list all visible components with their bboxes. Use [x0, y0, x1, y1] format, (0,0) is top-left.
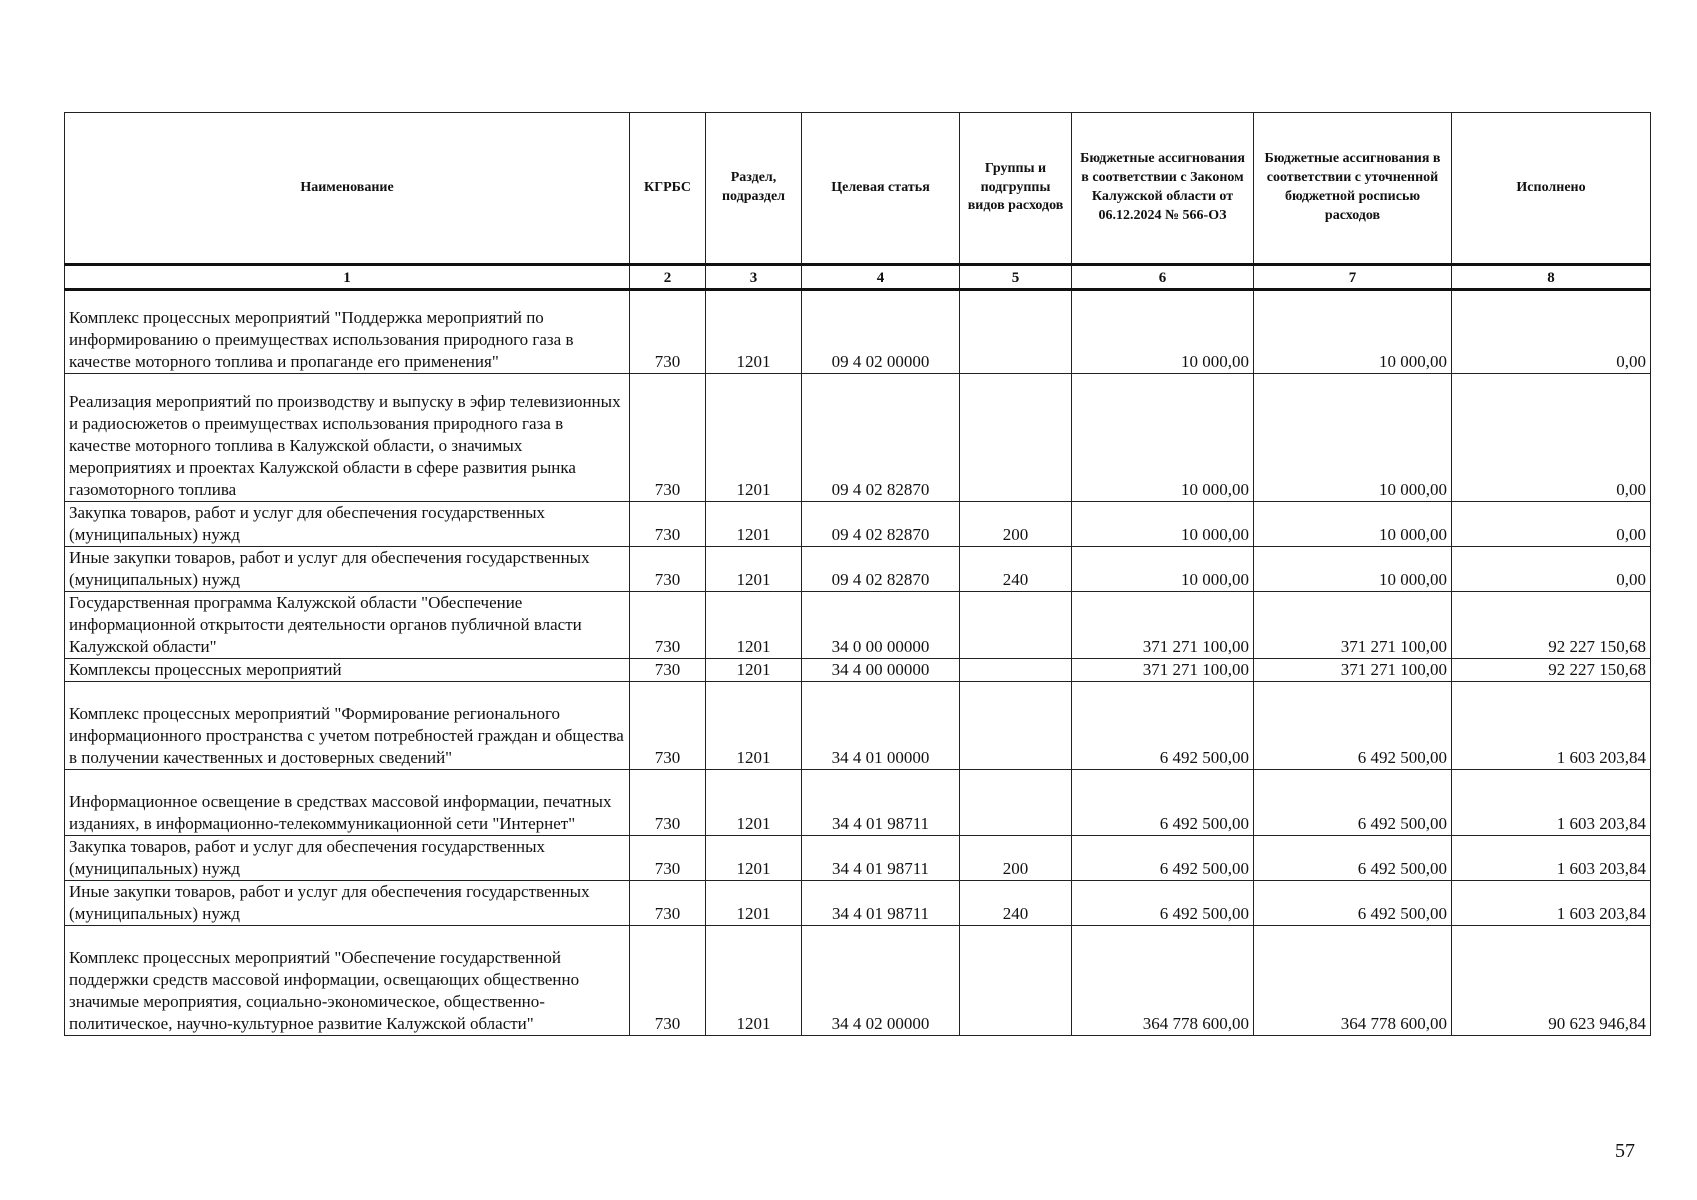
row-law-amount: 364 778 600,00 — [1072, 926, 1254, 1036]
row-target-article: 34 4 01 98711 — [802, 836, 960, 881]
budget-table — [64, 112, 1651, 1036]
header-target-article: Целевая статья — [802, 113, 960, 265]
row-law-amount: 10 000,00 — [1072, 374, 1254, 502]
column-number: 7 — [1254, 265, 1452, 290]
row-executed-amount: 90 623 946,84 — [1452, 926, 1651, 1036]
budget-table-sheet — [64, 112, 1650, 1036]
row-name: Иные закупки товаров, работ и услуг для обеспечения государственных (муниципальных) нужд — [65, 881, 630, 926]
row-name: Иные закупки товаров, работ и услуг для обеспечения государственных (муниципальных) нужд — [65, 547, 630, 592]
row-section: 1201 — [706, 770, 802, 836]
row-law-amount: 6 492 500,00 — [1072, 881, 1254, 926]
row-kgrbs: 730 — [630, 881, 706, 926]
table-row — [65, 374, 1651, 502]
table-row — [65, 682, 1651, 770]
row-target-article: 34 0 00 00000 — [802, 592, 960, 659]
row-target-article: 34 4 01 98711 — [802, 881, 960, 926]
row-kgrbs: 730 — [630, 659, 706, 682]
row-expense-group — [960, 290, 1072, 374]
table-row — [65, 926, 1651, 1036]
row-law-amount: 10 000,00 — [1072, 290, 1254, 374]
row-refined-amount: 6 492 500,00 — [1254, 682, 1452, 770]
row-refined-amount: 10 000,00 — [1254, 374, 1452, 502]
row-expense-group — [960, 592, 1072, 659]
row-section: 1201 — [706, 881, 802, 926]
row-law-amount: 371 271 100,00 — [1072, 592, 1254, 659]
row-expense-group — [960, 682, 1072, 770]
row-kgrbs: 730 — [630, 592, 706, 659]
header-name: Наименование — [65, 113, 630, 265]
table-row — [65, 592, 1651, 659]
row-executed-amount: 0,00 — [1452, 547, 1651, 592]
row-expense-group — [960, 374, 1072, 502]
row-expense-group — [960, 659, 1072, 682]
row-kgrbs: 730 — [630, 926, 706, 1036]
table-row — [65, 502, 1651, 547]
header-section: Раздел, подраздел — [706, 113, 802, 265]
column-number: 6 — [1072, 265, 1254, 290]
row-executed-amount: 1 603 203,84 — [1452, 881, 1651, 926]
page-number: 57 — [1615, 1140, 1635, 1162]
row-executed-amount: 92 227 150,68 — [1452, 659, 1651, 682]
row-expense-group — [960, 926, 1072, 1036]
row-section: 1201 — [706, 502, 802, 547]
row-section: 1201 — [706, 926, 802, 1036]
row-target-article: 09 4 02 82870 — [802, 502, 960, 547]
column-number: 4 — [802, 265, 960, 290]
row-name: Комплекс процессных мероприятий "Формирование регионального информационного пространства с учетом потребностей граждан и общества в получении качественных и достоверных сведений" — [65, 682, 630, 770]
table-row — [65, 881, 1651, 926]
row-executed-amount: 1 603 203,84 — [1452, 770, 1651, 836]
row-refined-amount: 10 000,00 — [1254, 547, 1452, 592]
row-target-article: 09 4 02 82870 — [802, 374, 960, 502]
column-number: 2 — [630, 265, 706, 290]
row-section: 1201 — [706, 547, 802, 592]
header-row — [65, 113, 1651, 265]
row-expense-group — [960, 770, 1072, 836]
row-target-article: 34 4 01 00000 — [802, 682, 960, 770]
row-refined-amount: 10 000,00 — [1254, 502, 1452, 547]
row-name: Информационное освещение в средствах массовой информации, печатных изданиях, в информационно-телекоммуникационной сети "Интернет" — [65, 770, 630, 836]
header-expense-group: Группы и подгруппы видов расходов — [960, 113, 1072, 265]
row-kgrbs: 730 — [630, 290, 706, 374]
row-kgrbs: 730 — [630, 770, 706, 836]
row-executed-amount: 0,00 — [1452, 502, 1651, 547]
row-section: 1201 — [706, 682, 802, 770]
header-refined-appropriations: Бюджетные ассигнования в соответствии с уточненной бюджетной росписью расходов — [1254, 113, 1452, 265]
row-executed-amount: 0,00 — [1452, 374, 1651, 502]
row-expense-group: 240 — [960, 881, 1072, 926]
column-number: 8 — [1452, 265, 1651, 290]
header-kgrbs: КГРБС — [630, 113, 706, 265]
row-name: Закупка товаров, работ и услуг для обеспечения государственных (муниципальных) нужд — [65, 836, 630, 881]
row-target-article: 09 4 02 00000 — [802, 290, 960, 374]
row-law-amount: 10 000,00 — [1072, 502, 1254, 547]
table-row — [65, 770, 1651, 836]
row-kgrbs: 730 — [630, 836, 706, 881]
row-section: 1201 — [706, 592, 802, 659]
row-section: 1201 — [706, 659, 802, 682]
row-refined-amount: 6 492 500,00 — [1254, 770, 1452, 836]
row-refined-amount: 371 271 100,00 — [1254, 592, 1452, 659]
row-name: Закупка товаров, работ и услуг для обеспечения государственных (муниципальных) нужд — [65, 502, 630, 547]
row-kgrbs: 730 — [630, 374, 706, 502]
row-name: Реализация мероприятий по производству и выпуску в эфир телевизионных и радиосюжетов о преимуществах использования природного газа в качестве моторного топлива в Калужской области, о значимых мероприятиях и проектах Калужской области в сфере развития рынка газомоторного топлива — [65, 374, 630, 502]
table-row — [65, 547, 1651, 592]
row-section: 1201 — [706, 290, 802, 374]
header-law-appropriations: Бюджетные ассигнования в соответствии с Законом Калужской области от 06.12.2024 № 566-ОЗ — [1072, 113, 1254, 265]
row-kgrbs: 730 — [630, 502, 706, 547]
row-refined-amount: 364 778 600,00 — [1254, 926, 1452, 1036]
row-expense-group: 240 — [960, 547, 1072, 592]
row-law-amount: 10 000,00 — [1072, 547, 1254, 592]
row-target-article: 34 4 01 98711 — [802, 770, 960, 836]
row-refined-amount: 371 271 100,00 — [1254, 659, 1452, 682]
row-refined-amount: 10 000,00 — [1254, 290, 1452, 374]
row-expense-group: 200 — [960, 836, 1072, 881]
row-expense-group: 200 — [960, 502, 1072, 547]
row-kgrbs: 730 — [630, 682, 706, 770]
row-law-amount: 6 492 500,00 — [1072, 770, 1254, 836]
row-law-amount: 6 492 500,00 — [1072, 682, 1254, 770]
row-executed-amount: 1 603 203,84 — [1452, 836, 1651, 881]
column-number-row — [65, 265, 1651, 290]
row-target-article: 09 4 02 82870 — [802, 547, 960, 592]
row-section: 1201 — [706, 374, 802, 502]
table-row — [65, 836, 1651, 881]
row-section: 1201 — [706, 836, 802, 881]
row-name: Комплексы процессных мероприятий — [65, 659, 630, 682]
header-executed: Исполнено — [1452, 113, 1651, 265]
table-row — [65, 290, 1651, 374]
column-number: 5 — [960, 265, 1072, 290]
row-executed-amount: 0,00 — [1452, 290, 1651, 374]
row-kgrbs: 730 — [630, 547, 706, 592]
row-name: Комплекс процессных мероприятий "Обеспечение государственной поддержки средств массовой информации, освещающих общественно значимые мероприятия, социально-экономическое, общественно-политическое, научно-культурное развитие Калужской области" — [65, 926, 630, 1036]
row-refined-amount: 6 492 500,00 — [1254, 836, 1452, 881]
row-name: Государственная программа Калужской области "Обеспечение информационной открытости деятельности органов публичной власти Калужской области" — [65, 592, 630, 659]
row-law-amount: 6 492 500,00 — [1072, 836, 1254, 881]
row-executed-amount: 1 603 203,84 — [1452, 682, 1651, 770]
row-target-article: 34 4 02 00000 — [802, 926, 960, 1036]
row-refined-amount: 6 492 500,00 — [1254, 881, 1452, 926]
row-law-amount: 371 271 100,00 — [1072, 659, 1254, 682]
row-name: Комплекс процессных мероприятий "Поддержка мероприятий по информированию о преимуществах использования природного газа в качестве моторного топлива и пропаганде его применения" — [65, 290, 630, 374]
table-row — [65, 659, 1651, 682]
column-number: 1 — [65, 265, 630, 290]
column-number: 3 — [706, 265, 802, 290]
row-executed-amount: 92 227 150,68 — [1452, 592, 1651, 659]
row-target-article: 34 4 00 00000 — [802, 659, 960, 682]
